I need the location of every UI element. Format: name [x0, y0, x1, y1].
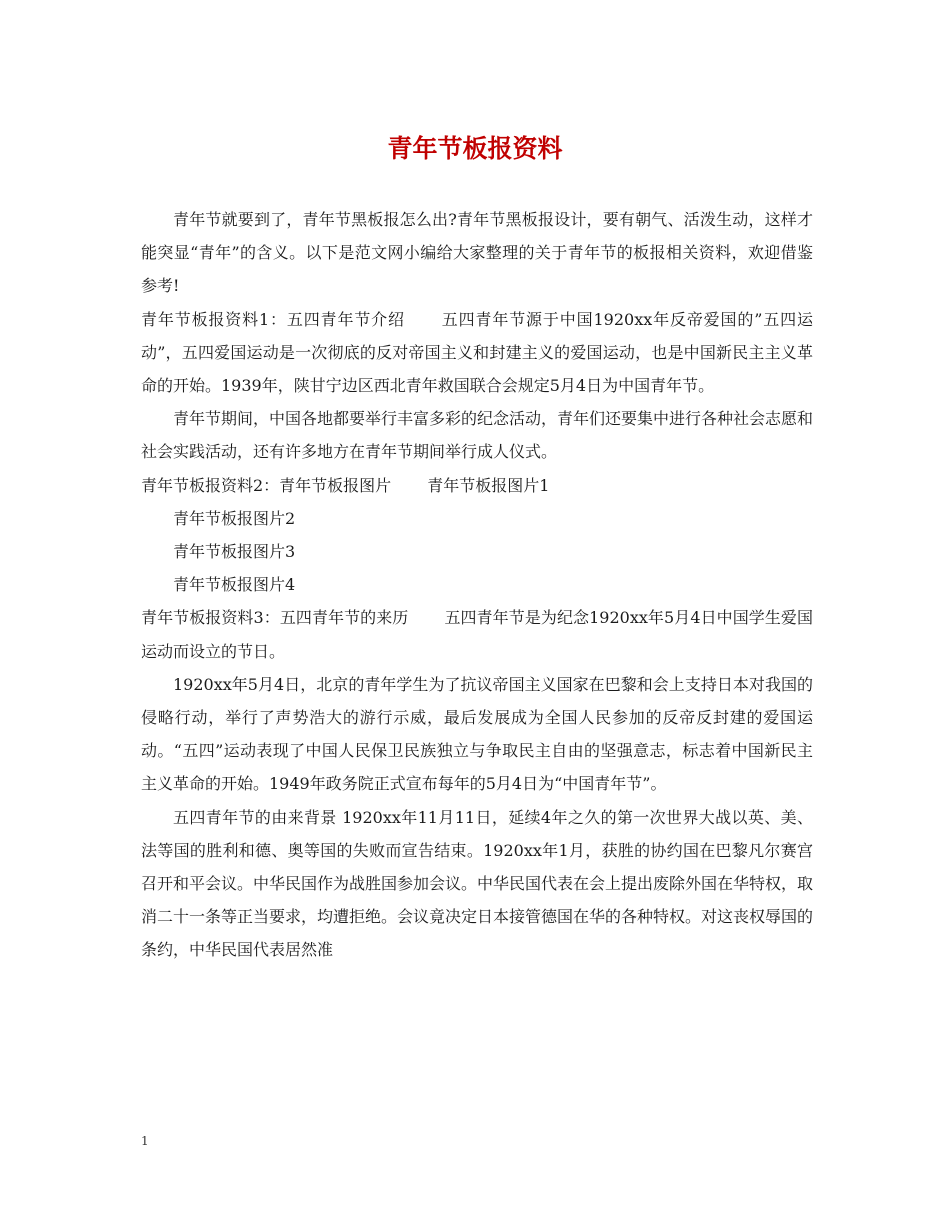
- section-1-block: [141, 303, 813, 403]
- section-3-paragraph-2: 1920xx年5月4日，北京的青年学生为了抗议帝国主义国家在巴黎和会上支持日本对我国的侵略行动，举行了声势浩大的游行示威，最后发展成为全国人民参加的反帝反封建的爱国运动。“五四”运动表现了中国人民保卫民族独立与争取民主自由的坚强意志，标志着中国新民主主义革命的开始。1949年政务院正式宣布每年的5月4日为“中国青年节”。: [141, 674, 813, 794]
- picture-caption-3: 青年节板报图片3: [173, 542, 296, 562]
- section-2-heading: 青年节板报资料2：青年节板报图片: [141, 475, 392, 495]
- section-3-heading: 青年节板报资料3：五四青年节的来历: [141, 608, 409, 628]
- section-3-text: 五四青年节是为纪念1920xx年5月4日中国学生爱国运动而设立的节日。: [141, 608, 813, 661]
- page-number: 1: [141, 1134, 149, 1148]
- section-1-paragraph-2: 青年节期间，中国各地都要举行丰富多彩的纪念活动，青年们还要集中进行各种社会志愿和社会实践活动，还有许多地方在青年节期间举行成人仪式。: [141, 409, 814, 462]
- section-3-paragraph-3: 五四青年节的由来背景 1920xx年11月11日，延续4年之久的第一次世界大战以英、美、法等国的胜利和德、奥等国的失败而宣告结束。1920xx年1月，获胜的协约国在巴黎凡尔赛宫召开和平会议。中华民国作为战胜国参加会议。中华民国代表在会上提出废除外国在华特权，取消二十一条等正当要求，均遭拒绝。会议竟决定日本接管德国在华的各种特权。对这丧权辱国的条约，中华民国代表居然准: [141, 807, 814, 960]
- section-3-block: [141, 601, 813, 667]
- section-1-heading: 青年节板报资料1：五四青年节介绍: [141, 309, 405, 329]
- picture-caption-4: 青年节板报图片4: [173, 575, 296, 595]
- picture-caption-1: 青年节板报图片1: [427, 475, 550, 495]
- picture-caption-2: 青年节板报图片2: [173, 508, 296, 528]
- section-2-block: [141, 469, 813, 502]
- document-title: 青年节板报资料: [387, 134, 563, 163]
- section-1-text: 五四青年节源于中国1920xx年反帝爱国的”五四运动”，五四爱国运动是一次彻底的反对帝国主义和封建主义的爱国运动，也是中国新民主主义革命的开始。1939年，陕甘宁边区西北青年救国联合会规定5月4日为中国青年节。: [141, 309, 813, 396]
- intro-paragraph: 青年节就要到了，青年节黑板报怎么出?青年节黑板报设计，要有朝气、活泼生动，这样才能突显“青年”的含义。以下是范文网小编给大家整理的关于青年节的板报相关资料，欢迎借鉴参考!: [141, 210, 813, 296]
- document-body: [141, 203, 813, 967]
